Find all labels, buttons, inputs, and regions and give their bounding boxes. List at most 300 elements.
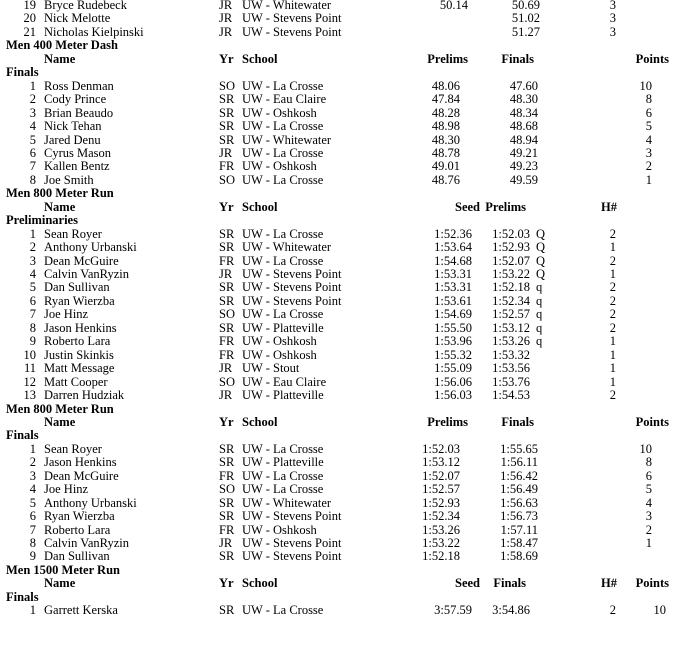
result-row bbox=[0, 93, 675, 107]
round-label bbox=[0, 429, 675, 443]
school: UW - La Crosse bbox=[242, 253, 324, 268]
header-points: Points bbox=[635, 414, 669, 429]
school: UW - Stout bbox=[242, 361, 300, 376]
place: 7 bbox=[29, 159, 36, 174]
mark-col2: 1:57.11 bbox=[500, 522, 538, 537]
event-title-text: Men 800 Meter Run bbox=[6, 186, 114, 201]
mark-col1: 1:52.34 bbox=[422, 509, 460, 524]
heat: 1 bbox=[609, 240, 616, 255]
place: 1 bbox=[29, 226, 36, 241]
place: 1 bbox=[29, 603, 36, 618]
mark-col2: 51.02 bbox=[511, 11, 540, 26]
year: SR bbox=[219, 132, 235, 147]
year: SR bbox=[219, 293, 235, 308]
place: 13 bbox=[23, 388, 36, 403]
mark-col1: 1:53.61 bbox=[434, 293, 472, 308]
mark-col1: 48.98 bbox=[431, 119, 460, 134]
year: FR bbox=[219, 334, 235, 349]
heat: 2 bbox=[609, 320, 616, 335]
year: FR bbox=[219, 347, 235, 362]
mark-col2: 1:56.73 bbox=[500, 509, 538, 524]
result-row bbox=[0, 120, 675, 134]
athlete-name: Jason Henkins bbox=[44, 320, 117, 335]
year: SR bbox=[219, 105, 235, 120]
result-row bbox=[0, 510, 675, 524]
qualifier: q bbox=[536, 320, 543, 335]
mark-col1: 1:54.69 bbox=[434, 307, 472, 322]
place: 6 bbox=[29, 509, 36, 524]
round-label bbox=[0, 66, 675, 80]
athlete-name: Brian Beaudo bbox=[44, 105, 114, 120]
header-name: Name bbox=[44, 414, 76, 429]
athlete-name: Dan Sullivan bbox=[44, 549, 110, 564]
mark-col2: 1:52.03 bbox=[492, 226, 530, 241]
header-col2: Finals bbox=[501, 51, 534, 66]
year: SO bbox=[219, 78, 235, 93]
heat: 1 bbox=[609, 347, 616, 362]
place: 6 bbox=[29, 293, 36, 308]
year: FR bbox=[219, 159, 235, 174]
year: SR bbox=[219, 549, 235, 564]
result-row bbox=[0, 12, 675, 26]
points: 2 bbox=[645, 522, 652, 537]
year: SR bbox=[219, 92, 235, 107]
school: UW - Whitewater bbox=[242, 240, 332, 255]
school: UW - Stevens Point bbox=[242, 549, 342, 564]
header-points: Points bbox=[635, 51, 669, 66]
year: JR bbox=[219, 267, 233, 281]
header-name: Name bbox=[44, 199, 76, 214]
mark-col1: 48.76 bbox=[431, 172, 460, 187]
place: 3 bbox=[29, 468, 36, 483]
mark-col1: 47.84 bbox=[431, 92, 460, 107]
athlete-name: Nick Tehan bbox=[44, 119, 102, 134]
mark-col2: 1:52.34 bbox=[492, 293, 530, 308]
round-label-text: Preliminaries bbox=[6, 213, 78, 228]
event-title-text: Men 800 Meter Run bbox=[6, 401, 114, 416]
qualifier: Q bbox=[536, 240, 546, 255]
athlete-name: Matt Message bbox=[44, 361, 115, 376]
year: JR bbox=[219, 145, 233, 160]
mark-col2: 50.69 bbox=[511, 0, 540, 12]
result-row bbox=[0, 335, 675, 349]
year: FR bbox=[219, 468, 235, 483]
athlete-name: Kallen Bentz bbox=[44, 159, 110, 174]
mark-col1: 1:53.12 bbox=[422, 455, 460, 470]
round-label-text: Finals bbox=[6, 65, 39, 80]
qualifier: Q bbox=[536, 226, 546, 241]
header-col1: Prelims bbox=[427, 414, 468, 429]
athlete-name: Dean McGuire bbox=[44, 253, 119, 268]
points: 1 bbox=[645, 536, 652, 550]
school: UW - Stevens Point bbox=[242, 536, 342, 550]
school: UW - Stevens Point bbox=[242, 11, 342, 26]
school: UW - Eau Claire bbox=[242, 374, 327, 389]
header-yr: Yr bbox=[219, 414, 234, 429]
athlete-name: Matt Cooper bbox=[44, 374, 108, 389]
school: UW - Oshkosh bbox=[242, 334, 317, 349]
school: UW - Stevens Point bbox=[242, 267, 342, 281]
year: SR bbox=[219, 320, 235, 335]
place: 9 bbox=[29, 549, 36, 564]
header-school: School bbox=[242, 576, 278, 591]
place: 2 bbox=[29, 240, 36, 255]
mark-col1: 50.14 bbox=[439, 0, 468, 12]
event-title bbox=[0, 403, 675, 417]
school: UW - La Crosse bbox=[242, 441, 324, 456]
place: 7 bbox=[29, 307, 36, 322]
athlete-name: Jared Denu bbox=[44, 132, 101, 147]
mark-col2: 48.34 bbox=[509, 105, 538, 120]
school: UW - Platteville bbox=[242, 320, 324, 335]
mark-col2: 49.59 bbox=[509, 172, 538, 187]
column-header-row bbox=[0, 201, 675, 215]
athlete-name: Garrett Kerska bbox=[44, 603, 118, 618]
header-school: School bbox=[242, 51, 278, 66]
athlete-name: Ryan Wierzba bbox=[44, 509, 115, 524]
school: UW - Stevens Point bbox=[242, 293, 342, 308]
year: SR bbox=[219, 455, 235, 470]
school: UW - La Crosse bbox=[242, 307, 324, 322]
year: JR bbox=[219, 361, 233, 376]
year: SO bbox=[219, 374, 235, 389]
athlete-name: Calvin VanRyzin bbox=[44, 536, 130, 550]
result-row bbox=[0, 295, 675, 309]
header-school: School bbox=[242, 414, 278, 429]
qualifier: q bbox=[536, 307, 543, 322]
place: 1 bbox=[29, 441, 36, 456]
header-col1: Prelims bbox=[427, 51, 468, 66]
school: UW - Oshkosh bbox=[242, 522, 317, 537]
school: UW - La Crosse bbox=[242, 119, 324, 134]
athlete-name: Ross Denman bbox=[44, 78, 114, 93]
qualifier: q bbox=[536, 293, 543, 308]
place: 11 bbox=[23, 361, 36, 376]
mark-col2: 48.94 bbox=[509, 132, 538, 147]
points: 8 bbox=[645, 92, 652, 107]
header-col1: Seed bbox=[455, 576, 480, 591]
mark-col2: 1:54.53 bbox=[492, 388, 530, 403]
year: SO bbox=[219, 307, 235, 322]
mark-col1: 1:55.50 bbox=[434, 320, 472, 335]
heat: 1 bbox=[609, 361, 616, 376]
place: 6 bbox=[29, 145, 36, 160]
school: UW - Stevens Point bbox=[242, 509, 342, 524]
athlete-name: Roberto Lara bbox=[44, 522, 111, 537]
mark-col1: 1:56.03 bbox=[434, 388, 472, 403]
athlete-name: Cyrus Mason bbox=[44, 145, 112, 160]
header-heat: H# bbox=[601, 199, 617, 214]
result-row bbox=[0, 362, 675, 376]
year: SR bbox=[219, 240, 235, 255]
mark-col2: 51.27 bbox=[511, 24, 540, 39]
year: SR bbox=[219, 119, 235, 134]
school: UW - La Crosse bbox=[242, 603, 324, 618]
mark-col1: 48.28 bbox=[431, 105, 460, 120]
heat: 1 bbox=[609, 374, 616, 389]
year: SR bbox=[219, 280, 235, 295]
result-row bbox=[0, 550, 675, 564]
athlete-name: Joe Smith bbox=[44, 172, 94, 187]
mark-col1: 1:53.64 bbox=[434, 240, 472, 255]
mark-col2: 1:53.22 bbox=[492, 267, 530, 281]
mark-col1: 48.06 bbox=[431, 78, 460, 93]
mark-col1: 1:52.36 bbox=[434, 226, 472, 241]
school: UW - La Crosse bbox=[242, 482, 324, 497]
points: 4 bbox=[645, 495, 652, 510]
school: UW - Whitewater bbox=[242, 132, 332, 147]
school: UW - Oshkosh bbox=[242, 105, 317, 120]
mark-col2: 1:53.56 bbox=[492, 361, 530, 376]
mark-col1: 1:52.93 bbox=[422, 495, 460, 510]
points: 4 bbox=[645, 132, 652, 147]
header-col2: Finals bbox=[493, 576, 526, 591]
place: 8 bbox=[29, 320, 36, 335]
result-row bbox=[0, 281, 675, 295]
column-header-row bbox=[0, 577, 675, 591]
mark-col1: 1:53.22 bbox=[422, 536, 460, 550]
mark-col1: 1:53.31 bbox=[434, 280, 472, 295]
result-row bbox=[0, 483, 675, 497]
place: 2 bbox=[29, 92, 36, 107]
mark-col1: 3:57.59 bbox=[434, 603, 472, 618]
points: 3 bbox=[609, 0, 616, 12]
athlete-name: Anthony Urbanski bbox=[44, 240, 137, 255]
points: 6 bbox=[645, 105, 652, 120]
header-yr: Yr bbox=[219, 51, 234, 66]
place: 5 bbox=[29, 280, 36, 295]
points: 5 bbox=[645, 119, 652, 134]
points: 5 bbox=[645, 482, 652, 497]
athlete-name: Anthony Urbanski bbox=[44, 495, 137, 510]
mark-col2: 1:53.76 bbox=[492, 374, 530, 389]
place: 4 bbox=[29, 482, 36, 497]
place: 5 bbox=[29, 495, 36, 510]
school: UW - La Crosse bbox=[242, 226, 324, 241]
qualifier: q bbox=[536, 334, 543, 349]
athlete-name: Cody Prince bbox=[44, 92, 107, 107]
heat: 1 bbox=[609, 334, 616, 349]
year: JR bbox=[219, 388, 233, 403]
event-title bbox=[0, 564, 675, 578]
school: UW - La Crosse bbox=[242, 468, 324, 483]
mark-col1: 1:54.68 bbox=[434, 253, 472, 268]
place: 4 bbox=[29, 119, 36, 134]
points: 6 bbox=[645, 468, 652, 483]
heat: 2 bbox=[609, 280, 616, 295]
athlete-name: Ryan Wierzba bbox=[44, 293, 115, 308]
header-school: School bbox=[242, 199, 278, 214]
year: SR bbox=[219, 495, 235, 510]
year: FR bbox=[219, 522, 235, 537]
place: 7 bbox=[29, 522, 36, 537]
heat: 2 bbox=[609, 388, 616, 403]
athlete-name: Justin Skinkis bbox=[44, 347, 114, 362]
school: UW - Oshkosh bbox=[242, 159, 317, 174]
place: 20 bbox=[23, 11, 36, 26]
school: UW - La Crosse bbox=[242, 78, 324, 93]
event-title bbox=[0, 187, 675, 201]
athlete-name: Calvin VanRyzin bbox=[44, 267, 130, 281]
mark-col2: 1:56.42 bbox=[500, 468, 538, 483]
mark-col2: 49.23 bbox=[509, 159, 538, 174]
heat: 2 bbox=[609, 307, 616, 322]
year: SO bbox=[219, 172, 235, 187]
place: 12 bbox=[23, 374, 36, 389]
place: 8 bbox=[29, 536, 36, 550]
result-row bbox=[0, 470, 675, 484]
header-col2: Finals bbox=[501, 414, 534, 429]
event-title-text: Men 1500 Meter Run bbox=[6, 562, 120, 577]
year: SO bbox=[219, 482, 235, 497]
mark-col1: 1:53.26 bbox=[422, 522, 460, 537]
place: 19 bbox=[23, 0, 36, 12]
mark-col2: 1:56.63 bbox=[500, 495, 538, 510]
year: SR bbox=[219, 603, 235, 618]
points: 2 bbox=[645, 159, 652, 174]
qualifier: Q bbox=[536, 267, 546, 281]
place: 9 bbox=[29, 334, 36, 349]
mark-col2: 1:53.26 bbox=[492, 334, 530, 349]
mark-col2: 1:53.12 bbox=[492, 320, 530, 335]
qualifier: Q bbox=[536, 253, 546, 268]
athlete-name: Sean Royer bbox=[44, 226, 102, 241]
header-col2: Prelims bbox=[485, 199, 526, 214]
mark-col2: 1:52.57 bbox=[492, 307, 530, 322]
athlete-name: Dan Sullivan bbox=[44, 280, 110, 295]
mark-col1: 1:52.57 bbox=[422, 482, 460, 497]
year: JR bbox=[219, 11, 233, 26]
athlete-name: Darren Hudziak bbox=[44, 388, 125, 403]
year: FR bbox=[219, 253, 235, 268]
mark-col1: 1:52.03 bbox=[422, 441, 460, 456]
mark-col2: 48.68 bbox=[509, 119, 538, 134]
heat: 2 bbox=[609, 603, 616, 618]
mark-col2: 1:56.49 bbox=[500, 482, 538, 497]
points: 10 bbox=[639, 441, 652, 456]
place: 2 bbox=[29, 455, 36, 470]
result-row bbox=[0, 389, 675, 403]
school: UW - Stevens Point bbox=[242, 24, 342, 39]
year: SR bbox=[219, 226, 235, 241]
heat: 2 bbox=[609, 253, 616, 268]
points: 3 bbox=[645, 145, 652, 160]
points: 3 bbox=[609, 24, 616, 39]
result-row bbox=[0, 160, 675, 174]
mark-col1: 1:52.07 bbox=[422, 468, 460, 483]
mark-col2: 49.21 bbox=[509, 145, 538, 160]
school: UW - Platteville bbox=[242, 455, 324, 470]
school: UW - Platteville bbox=[242, 388, 324, 403]
school: UW - Oshkosh bbox=[242, 347, 317, 362]
mark-col2: 1:55.65 bbox=[500, 441, 538, 456]
place: 3 bbox=[29, 253, 36, 268]
column-header-row bbox=[0, 53, 675, 67]
mark-col1: 48.78 bbox=[431, 145, 460, 160]
athlete-name: Dean McGuire bbox=[44, 468, 119, 483]
column-header-row bbox=[0, 416, 675, 430]
school: UW - La Crosse bbox=[242, 172, 324, 187]
place: 3 bbox=[29, 105, 36, 120]
place: 10 bbox=[23, 347, 36, 362]
header-yr: Yr bbox=[219, 199, 234, 214]
mark-col2: 47.60 bbox=[509, 78, 538, 93]
mark-col1: 1:53.96 bbox=[434, 334, 472, 349]
athlete-name: Bryce Rudebeck bbox=[44, 0, 127, 12]
header-heat: H# bbox=[601, 576, 617, 591]
header-name: Name bbox=[44, 576, 76, 591]
mark-col2: 1:56.11 bbox=[500, 455, 538, 470]
athlete-name: Joe Hinz bbox=[44, 482, 89, 497]
mark-col1: 1:53.31 bbox=[434, 267, 472, 281]
qualifier: q bbox=[536, 280, 543, 295]
heat: 2 bbox=[609, 293, 616, 308]
result-row bbox=[0, 241, 675, 255]
school: UW - Whitewater bbox=[242, 495, 332, 510]
mark-col1: 1:55.32 bbox=[434, 347, 472, 362]
mark-col1: 48.30 bbox=[431, 132, 460, 147]
event-title-text: Men 400 Meter Dash bbox=[6, 38, 118, 53]
result-row bbox=[0, 308, 675, 322]
athlete-name: Sean Royer bbox=[44, 441, 102, 456]
athlete-name: Joe Hinz bbox=[44, 307, 89, 322]
heat: 1 bbox=[609, 267, 616, 281]
points: 3 bbox=[609, 11, 616, 26]
school: UW - La Crosse bbox=[242, 145, 324, 160]
mark-col2: 1:52.07 bbox=[492, 253, 530, 268]
points: 10 bbox=[653, 603, 666, 618]
mark-col1: 49.01 bbox=[431, 159, 460, 174]
mark-col1: 1:52.18 bbox=[422, 549, 460, 564]
round-label bbox=[0, 214, 675, 228]
points: 1 bbox=[645, 172, 652, 187]
event-title bbox=[0, 39, 675, 53]
mark-col2: 1:58.47 bbox=[500, 536, 538, 550]
athlete-name: Jason Henkins bbox=[44, 455, 117, 470]
year: JR bbox=[219, 0, 233, 12]
mark-col2: 1:52.18 bbox=[492, 280, 530, 295]
year: SR bbox=[219, 441, 235, 456]
points: 3 bbox=[645, 509, 652, 524]
mark-col2: 1:58.69 bbox=[500, 549, 538, 564]
athlete-name: Roberto Lara bbox=[44, 334, 111, 349]
year: SR bbox=[219, 509, 235, 524]
points: 10 bbox=[639, 78, 652, 93]
school: UW - Whitewater bbox=[242, 0, 332, 12]
place: 8 bbox=[29, 172, 36, 187]
year: JR bbox=[219, 536, 233, 550]
header-points: Points bbox=[635, 576, 669, 591]
mark-col2: 3:54.86 bbox=[492, 603, 530, 618]
mark-col2: 48.30 bbox=[509, 92, 538, 107]
school: UW - Eau Claire bbox=[242, 92, 327, 107]
mark-col1: 1:55.09 bbox=[434, 361, 472, 376]
school: UW - Stevens Point bbox=[242, 280, 342, 295]
points: 8 bbox=[645, 455, 652, 470]
place: 1 bbox=[29, 78, 36, 93]
place: 4 bbox=[29, 267, 36, 281]
place: 5 bbox=[29, 132, 36, 147]
place: 21 bbox=[23, 24, 36, 39]
athlete-name: Nicholas Kielpinski bbox=[44, 24, 144, 39]
athlete-name: Nick Melotte bbox=[44, 11, 111, 26]
header-name: Name bbox=[44, 51, 76, 66]
round-label-text: Finals bbox=[6, 589, 39, 604]
mark-col1: 1:56.06 bbox=[434, 374, 472, 389]
mark-col2: 1:52.93 bbox=[492, 240, 530, 255]
result-row bbox=[0, 134, 675, 148]
mark-col2: 1:53.32 bbox=[492, 347, 530, 362]
